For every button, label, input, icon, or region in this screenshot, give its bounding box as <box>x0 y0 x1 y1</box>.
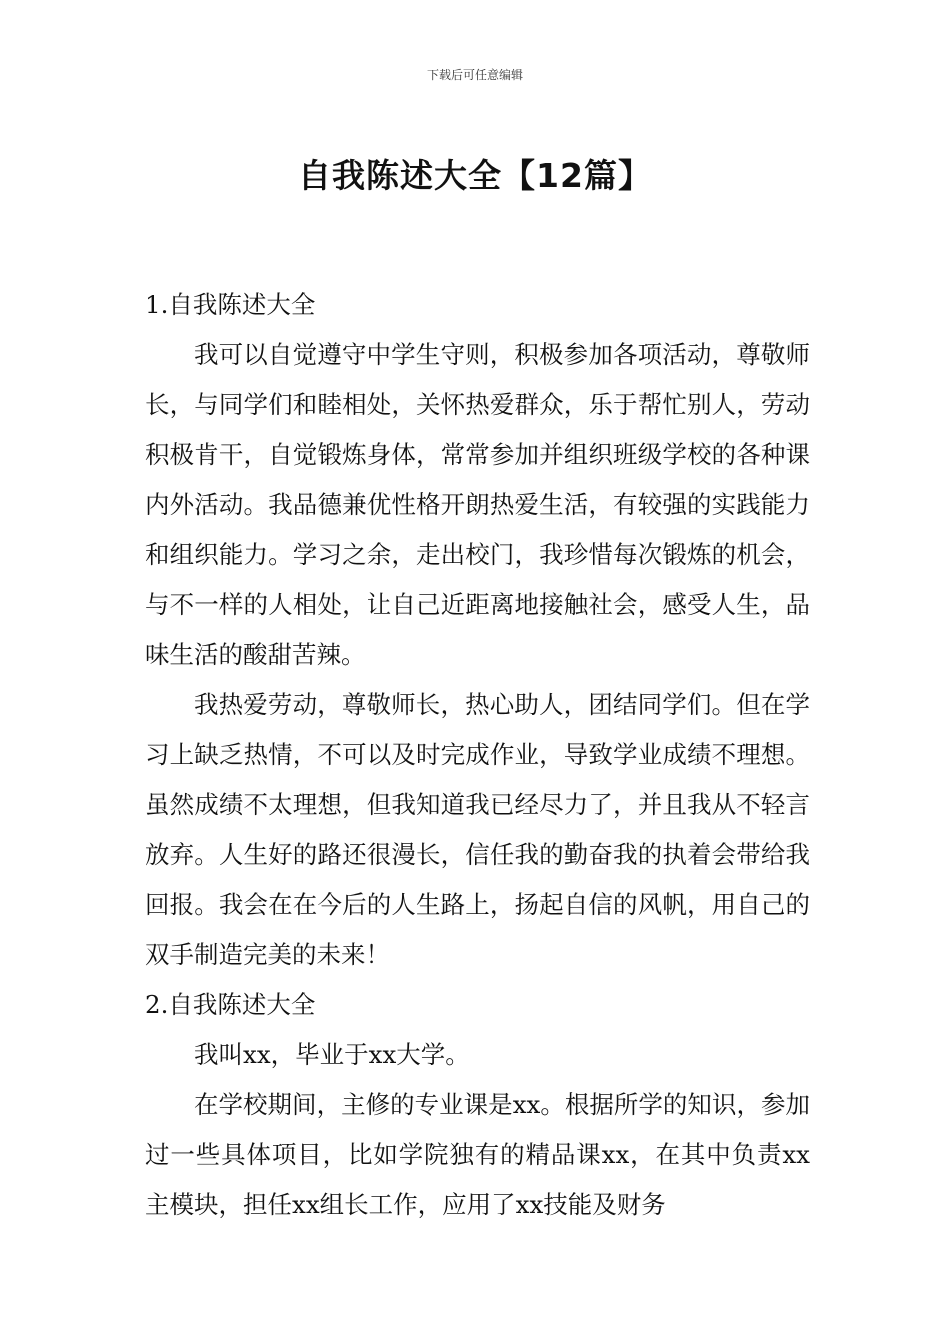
document-title: 自我陈述大全【12篇】 <box>298 156 652 196</box>
paragraph: 在学校期间，主修的专业课是xx。根据所学的知识，参加过一些具体项目，比如学院独有的精品课xx，在其中负责xx主模块，担任xx组长工作，应用了xx技能及财务 <box>145 1090 810 1219</box>
paragraph: 我热爱劳动，尊敬师长，热心助人，团结同学们。但在学习上缺乏热情，不可以及时完成作业，导致学业成绩不理想。虽然成绩不太理想，但我知道我已经尽力了，并且我从不轻言放弃。人生好的路还很漫长，信任我的勤奋我的执着会带给我回报。我会在在今后的人生路上，扬起自信的风帆，用自己的双手制造完美的未来！ <box>145 690 810 969</box>
section-heading: 1.自我陈述大全 <box>145 290 316 319</box>
document-body <box>145 280 810 1230</box>
paragraph: 我叫xx，毕业于xx大学。 <box>194 1040 470 1069</box>
section-heading: 2.自我陈述大全 <box>145 990 316 1019</box>
header-note: 下载后可任意编辑 <box>426 68 523 82</box>
paragraph: 我可以自觉遵守中学生守则，积极参加各项活动，尊敬师长，与同学们和睦相处，关怀热爱群众，乐于帮忙别人，劳动积极肯干，自觉锻炼身体，常常参加并组织班级学校的各种课内外活动。我品德兼优性格开朗热爱生活，有较强的实践能力和组织能力。学习之余，走出校门，我珍惜每次锻炼的机会，与不一样的人相处，让自己近距离地接触社会，感受人生，品味生活的酸甜苦辣。 <box>145 340 810 669</box>
